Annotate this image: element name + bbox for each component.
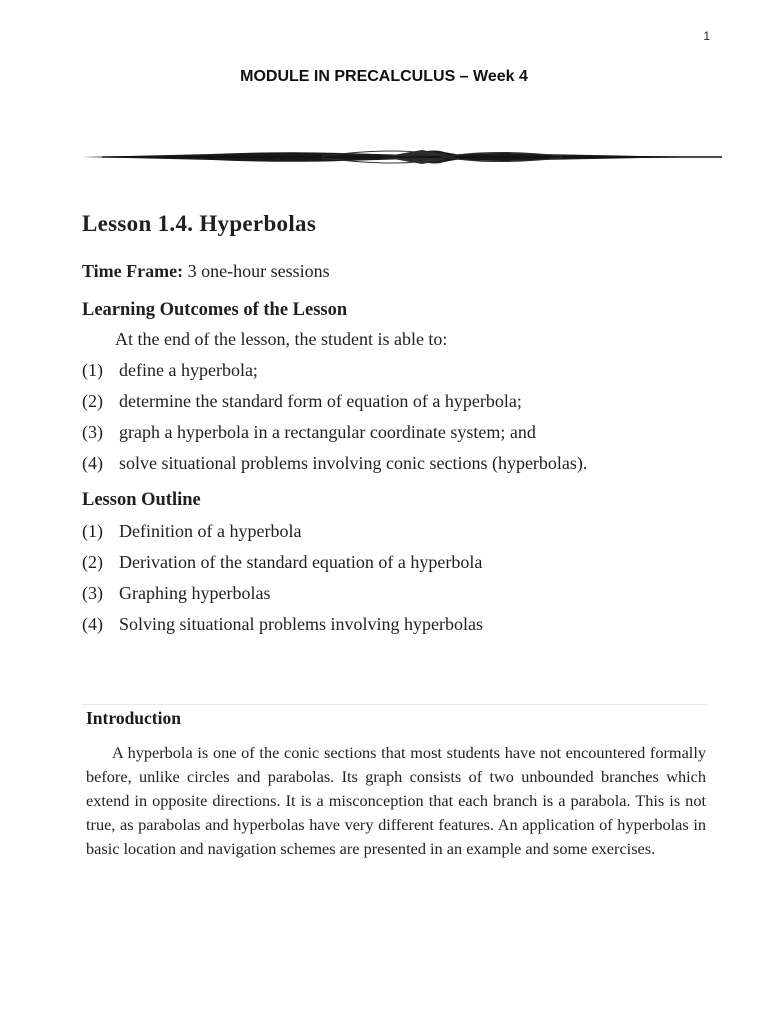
lesson-outline-heading: Lesson Outline — [82, 490, 201, 510]
list-item-text: Graphing hyperbolas — [119, 583, 271, 603]
list-item-text: Derivation of the standard equation of a hyperbola — [119, 552, 483, 572]
decorative-divider — [82, 142, 724, 172]
list-item-number: (3) — [82, 422, 103, 442]
list-item — [82, 583, 712, 604]
lesson-content — [82, 205, 712, 635]
list-item-text: determine the standard form of equation of a hyperbola; — [119, 391, 522, 411]
learning-outcomes-list — [82, 360, 712, 474]
page-number: 1 — [703, 29, 710, 43]
list-item-number: (3) — [82, 583, 103, 603]
list-item-text: define a hyperbola; — [119, 360, 258, 380]
list-item — [82, 391, 712, 412]
learning-outcomes-heading: Learning Outcomes of the Lesson — [82, 300, 348, 320]
learning-outcomes-intro: At the end of the lesson, the student is able to: — [115, 329, 448, 349]
lesson-outline-list — [82, 521, 712, 635]
list-item — [82, 614, 712, 635]
time-frame-label: Time Frame: — [82, 261, 184, 281]
list-item-text: Definition of a hyperbola — [119, 521, 302, 541]
list-item — [82, 521, 712, 542]
list-item-text: graph a hyperbola in a rectangular coordinate system; and — [119, 422, 536, 442]
list-item — [82, 360, 712, 381]
introduction-heading: Introduction — [86, 708, 181, 728]
introduction-paragraph: A hyperbola is one of the conic sections that most students have not encountered formally before, unlike circles and parabolas. Its graph consists of two unbounded branches which extend in opposite directions. It is a misconception that each branch is a parabola. This is not true, as parabolas and hyperbolas have very different features. An application of hyperbolas in basic location and navigation schemes are presented in an example and some exercises. — [86, 743, 706, 858]
list-item-text: solve situational problems involving conic sections (hyperbolas). — [119, 453, 588, 473]
list-item-number: (4) — [82, 453, 103, 473]
introduction-section — [86, 708, 706, 877]
divider — [82, 704, 708, 705]
list-item-text: Solving situational problems involving hyperbolas — [119, 614, 483, 634]
lesson-title: Lesson 1.4. Hyperbolas — [82, 211, 317, 236]
list-item — [82, 453, 712, 474]
list-item-number: (4) — [82, 614, 103, 634]
list-item — [82, 422, 712, 443]
list-item-number: (1) — [82, 360, 103, 380]
time-frame — [82, 261, 712, 282]
module-header: MODULE IN PRECALCULUS – Week 4 — [240, 68, 528, 85]
time-frame-value: 3 one-hour sessions — [187, 261, 330, 281]
list-item — [82, 552, 712, 573]
list-item-number: (2) — [82, 552, 103, 572]
list-item-number: (1) — [82, 521, 103, 541]
list-item-number: (2) — [82, 391, 103, 411]
